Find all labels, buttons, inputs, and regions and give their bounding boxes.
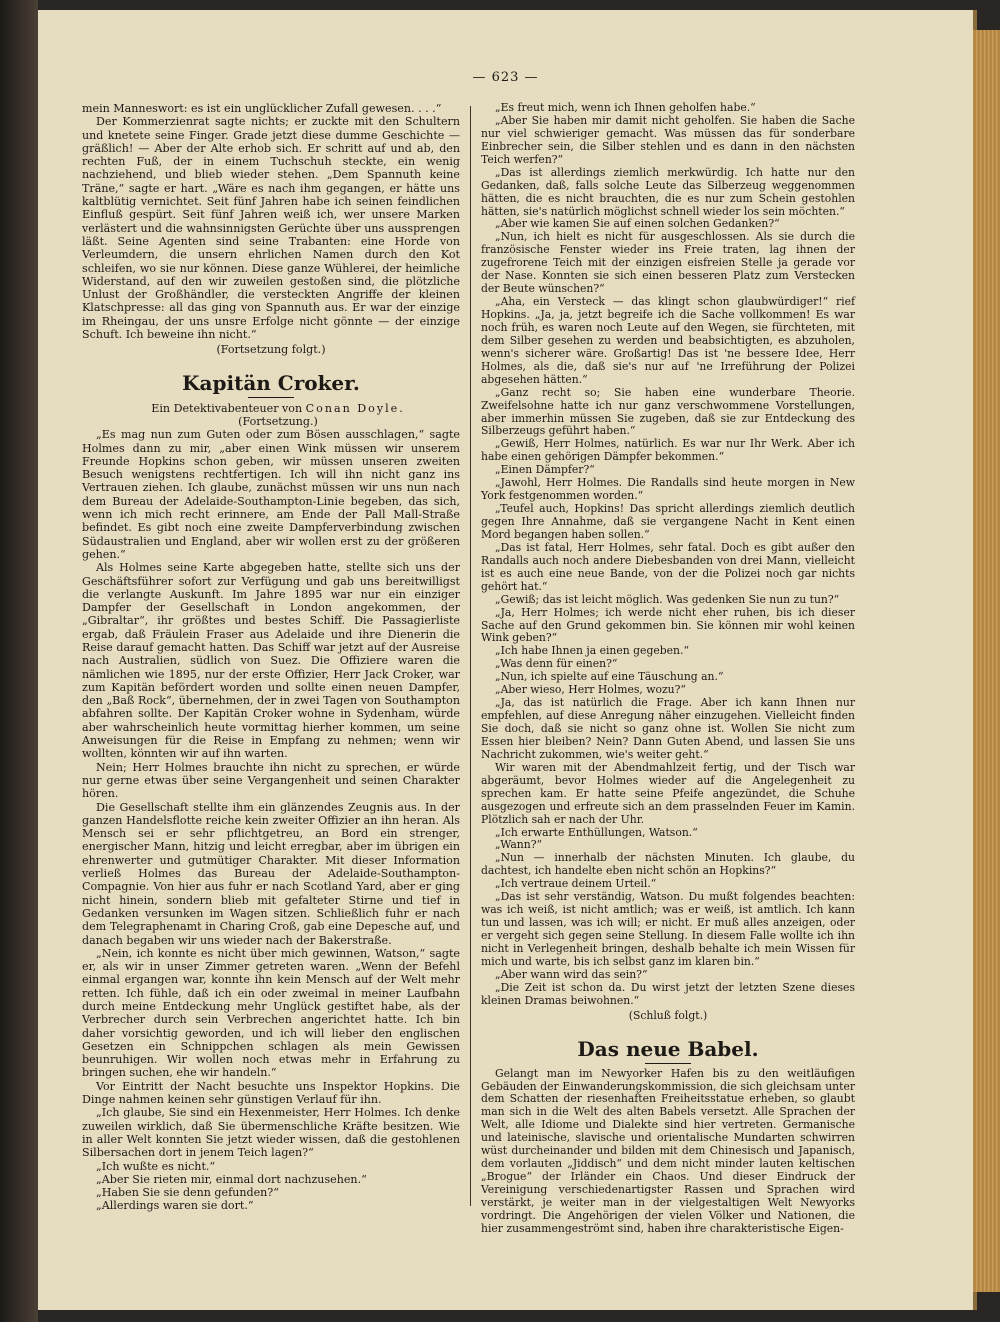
- binding-shadow: [0, 0, 38, 1322]
- story-title: Kapitän Croker.: [182, 370, 360, 395]
- paragraph: „Das ist sehr verständig, Watson. Du mußt folgendes beachten: was ich weiß, ist nicht amtlich; was er weiß, ist amtlich. Ich kann tun und lassen, was ich will; er nicht. Er muß alles anzeigen, oder er vergeht sich gegen seine Stellung. In diesem Falle wollte ich ihn nicht in Verlegenheit bringen, deshalb behalte ich mein Wissen für mich und warte, bis ich selbst ganz im klaren bin.“: [481, 890, 855, 968]
- article-paragraph: Gelangt man im Newyorker Hafen bis zu den weitläufigen Gebäuden der Einwanderungskommission, die sich gleichsam unter dem Schatten der riesenhaften Freiheitsstatue erheben, so glaubt man sich in die Welt des alten Babels versetzt. Alle Sprachen der Welt, alle Idiome und Dialekte sind hier vertreten. Germanische und lateinische, slavische und orientalische Mundarten schwirren wüst durcheinander und bilden mit dem Chinesisch und Japanisch, dem vorlauten „Jiddisch“ und dem nicht minder lauten keltischen „Brogue“ der Irländer ein Chaos. Und dieser Eindruck der Vereinigung verschiedenartigster Rassen und Sprachen wird verstärkt, je weiter man in der vielgestaltigen Welt Newyorks vordringt. Die Angehörigen der vielen Völker und Nationen, die hier zusammengeströmt sind, haben ihre charakteristische Eigen-: [481, 1066, 855, 1235]
- story-author: Conan Doyle.: [305, 401, 405, 415]
- paragraph: „Nun — innerhalb der nächsten Minuten. Ich glaube, du dachtest, ich handelte eben nicht schön an Hopkins?“: [481, 851, 855, 878]
- paragraph: „Einen Dämpfer?“: [495, 463, 595, 477]
- paragraph: Der Kommerzienrat sagte nichts; er zuckte mit den Schultern und knetete seine Finger. Grade jetzt diese dumme Geschichte — gräßlich! — Aber der Alte erhob sich. Er schritt auf und ab, den rechten Fuß, der in einem Tuchschuh steckte, ein wenig nachziehend, und blieb wieder stehen. „Dem Spannuth keine Träne,“ sagte er hart. „Wäre es nach ihm gegangen, er hätte uns kaltblütig vernichtet. Seit fünf Jahren habe ich seinen feindlichen Einfluß gespürt. Seit fünf Jahren weiß ich, wer unsere Marken verlästert und die wahnsinnigsten Gerüchte über uns aussprengen läßt. Seine Agenten sind seine Trabanten: eine Horde von Verleumdern, die unsern ehrlichen Namen durch den Kot schleifen, wo sie nur können. Diese ganze Wühlerei, der heimliche Widerstand, auf den wir zuweilen gestoßen sind, die plötzliche Unlust der Großhändler, die versteckten Angriffe der kleinen Klatschpresse: all das ging von Spannuth aus. Er war der einzige im Rheingau, der uns unsre Erfolge nicht gönnte — der einzige Schuft. Ich beweine ihn nicht.“: [82, 115, 460, 342]
- paragraph: „Jawohl, Herr Holmes. Die Randalls sind heute morgen in New York festgenommen worden.“: [481, 476, 855, 503]
- story-paragraph: „Ich glaube, Sie sind ein Hexenmeister, Herr Holmes. Ich denke zuweilen wirklich, daß Sie übermenschliche Kräfte besitzen. Wie in aller Welt konnten Sie jetzt wieder wissen, daß die gestohlenen Silbersachen dort in jenem Teich lagen?“: [82, 1106, 460, 1160]
- page-number: — 623 —: [472, 70, 539, 85]
- paragraph: mein Manneswort: es ist ein unglücklicher Zufall gewesen. . . .“: [82, 102, 442, 115]
- paragraph: „Aber wie kamen Sie auf einen solchen Gedanken?“: [495, 217, 780, 231]
- page-stack-edges: [973, 30, 1000, 1292]
- paragraph: „Ich erwarte Enthüllungen, Watson.“: [495, 825, 698, 839]
- paragraph: „Das ist fatal, Herr Holmes, sehr fatal. Doch es gibt außer den Randalls auch noch andere Diebesbanden von drei Mann, vielleicht ist es auch eine neue Bande, von der die Polizei noch gar nichts gehört hat.“: [481, 540, 855, 593]
- title-rule: [645, 1063, 691, 1064]
- paragraph: „Gewiß; das ist leicht möglich. Was gedenken Sie nun zu tun?“: [495, 592, 840, 606]
- article-title: Das neue Babel.: [577, 1036, 759, 1061]
- paragraph: „Nun, ich hielt es nicht für ausgeschlossen. Als sie durch die französische Fenster wieder ins Freie traten, lag ihnen der zugefrorene Teich mit der einzigen eisfreien Stelle ja gerade vor der Nase. Konnten sie sich einen besseren Platz zum Verstecken der Beute wünschen?“: [481, 230, 855, 296]
- story-paragraph: „Es mag nun zum Guten oder zum Bösen ausschlagen,“ sagte Holmes dann zu mir, „aber einen Wink müssen wir unserem Freunde Hopkins schon geben, wir müssen unseren zweiten Besuch wenigstens rechtfertigen. Ich will ihn nicht ganz ins Vertrauen ziehen. Ich glaube, zunächst müssen wir uns nun nach dem Bureau der Adelaide-Southampton-Linie begeben, das sich, wenn ich mich recht erinnere, am Ende der Pall Mall-Straße befindet. Es gibt noch eine zweite Dampferverbindung zwischen Südaustralien und England, aber wir wollen erst zu der größeren gehen.“: [82, 428, 460, 561]
- story-paragraph: „Nein, ich konnte es nicht über mich gewinnen, Watson,“ sagte er, als wir in unser Zimmer getreten waren. „Wenn der Befehl einmal ergangen war, konnte ihn kein Mensch auf der Welt mehr retten. Ich fühle, daß ich ein oder zweimal in meiner Laufbahn durch meine Entdeckung mehr Unglück gestiftet habe, als der Verbrecher durch sein Verbrechen angerichtet hatte. Ich bin daher vorsichtig geworden, und ich will lieber den englischen Gesetzen ein Schnippchen schlagen als mein Gewissen beunruhigen. Wir wollen noch etwas mehr in Erfahrung zu bringen suchen, ehe wir handeln.“: [82, 946, 460, 1080]
- story-paragraph: Die Gesellschaft stellte ihm ein glänzendes Zeugnis aus. In der ganzen Handelsflotte reiche kein zweiter Offizier an ihn heran. Als Mensch sei er sehr pflichtgetreu, an Bord ein strenger, energischer Mann, hitzig und leicht erregbar, aber im übrigen ein ehrenwerter und gutmütiger Charakter. Mit dieser Information verließ Holmes das Bureau der Adelaide-Southampton-Compagnie. Von hier aus fuhr er nach Scotland Yard, aber er ging nicht hinein, sondern blieb mit gefalteter Stirne und tief in Gedanken versunken im Wagen sitzen. Schließlich fuhr er nach dem Telegraphenamt in Charing Croß, gab eine Depesche auf, und danach begaben wir uns wieder nach der Bakerstraße.: [82, 800, 460, 947]
- column-divider: [470, 106, 471, 1206]
- paragraph: „Ja, Herr Holmes; ich werde nicht eher ruhen, bis ich dieser Sache auf den Grund gekommen bin. Sie können mir wohl keinen Wink geben?“: [481, 605, 855, 645]
- paragraph: „Aber wieso, Herr Holmes, wozu?“: [495, 683, 686, 697]
- story-paragraph: „Ich wußte es nicht.“: [96, 1159, 216, 1173]
- right-column: [481, 102, 855, 1236]
- paragraph: „Was denn für einen?“: [495, 657, 618, 671]
- story-paragraph: Nein; Herr Holmes brauchte ihn nicht zu sprechen, er würde nur gerne etwas über seine Vergangenheit und seinen Charakter hören.: [82, 760, 460, 801]
- paragraph: „Es freut mich, wenn ich Ihnen geholfen habe.“: [495, 101, 756, 114]
- title-rule: [248, 397, 294, 398]
- paragraph: „Ganz recht so; Sie haben eine wunderbare Theorie. Zweifelsohne hatte ich nur ganz verschwommene Vorstellungen, aber immerhin müssen Sie zugeben, daß sie zur Entdeckung des Silberzeugs geführt haben.“: [481, 385, 855, 438]
- paragraph: Wir waren mit der Abendmahlzeit fertig, und der Tisch war abgeräumt, bevor Holmes wieder auf die Angelegenheit zu sprechen kam. Er hatte seine Pfeife angezündet, die Schuhe ausgezogen und erfreute sich an dem prasselnden Feuer im Kamin. Plötzlich sah er nach der Uhr.: [481, 760, 855, 826]
- paragraph: „Aha, ein Versteck — das klingt schon glaubwürdiger!“ rief Hopkins. „Ja, ja, jetzt begreife ich die Sache vollkommen! Es war noch früh, es waren noch Leute auf den Wegen, sie fürchteten, mit dem Silber gesehen zu werden und beabsichtigten, es abzuholen, wenn's sicherer wäre. Großartig! Das ist 'ne bessere Idee, Herr Holmes, als die, daß sie's nur auf 'ne Irreführung der Polizei abgesehen hätten.“: [481, 295, 855, 386]
- story-paragraph: Vor Eintritt der Nacht besuchte uns Inspektor Hopkins. Die Dinge nahmen keinen sehr günstigen Verlauf für ihn.: [82, 1079, 460, 1107]
- left-column: [82, 102, 460, 1213]
- paragraph: „Ich vertraue deinem Urteil.“: [495, 877, 657, 891]
- paragraph: „Aber Sie haben mir damit nicht geholfen. Sie haben die Sache nur viel schwieriger gemacht. Was müssen das für sonderbare Einbrecher sein, die Silber stehlen und es dann in den nächsten Teich werfen?“: [481, 113, 855, 166]
- paragraph: „Wann?“: [495, 838, 543, 852]
- story-paragraph: „Haben Sie sie denn gefunden?“: [96, 1186, 279, 1200]
- story-continuation: (Fortsetzung.): [238, 414, 318, 428]
- paragraph: „Gewiß, Herr Holmes, natürlich. Es war nur Ihr Werk. Aber ich habe einen gehörigen Dämpfer bekommen.“: [481, 437, 855, 464]
- story-paragraph: „Allerdings waren sie dort.“: [96, 1199, 254, 1213]
- paragraph: „Aber wann wird das sein?“: [495, 967, 648, 981]
- story-paragraph: Als Holmes seine Karte abgegeben hatte, stellte sich uns der Geschäftsführer sofort zur Verfügung und gab uns bereitwilligst die verlangte Auskunft. Im Jahre 1895 war nur ein einziger Dampfer der Gesellschaft in London angekommen, der „Gibraltar“, ihr größtes und bestes Schiff. Die Passagierliste ergab, daß Fräulein Fraser aus Adelaide und ihre Dienerin die Reise darauf gemacht hatten. Das Schiff war jetzt auf der Ausreise nach Australien, südlich von Suez. Die Offiziere waren die nämlichen wie 1895, nur der erste Offizier, Herr Jack Croker, war zum Kapitän befördert worden und sollte einen neuen Dampfer, den „Baß Rock“, übernehmen, der in zwei Tagen von Southampton abfahren sollte. Der Kapitän Croker wohne in Sydenham, würde aber wahrscheinlich heute vormittag hierher kommen, um seine Anweisungen für die Reise in Empfang zu nehmen; wenn wir wollten, könnten wir auf ihn warten.: [82, 561, 460, 761]
- continued-note: (Fortsetzung folgt.): [216, 343, 326, 357]
- paragraph: „Ich habe Ihnen ja einen gegeben.“: [495, 644, 689, 658]
- story-subtitle: [82, 402, 460, 415]
- paragraph: „Das ist allerdings ziemlich merkwürdig. Ich hatte nur den Gedanken, daß, falls solche Leute das Silberzeug weggenommen hätten, die es nicht brauchten, die es nur zum Schein gestohlen hätten, sie's natürlich möglichst schnell wieder los sein möchten.“: [481, 165, 855, 218]
- end-note: (Schluß folgt.): [628, 1008, 708, 1022]
- paragraph: „Teufel auch, Hopkins! Das spricht allerdings ziemlich deutlich gegen Ihre Annahme, daß sie vergangene Nacht in Kent einen Mord begangen haben sollen.“: [481, 502, 855, 541]
- paragraph: „Die Zeit ist schon da. Du wirst jetzt der letzten Szene dieses kleinen Dramas beiwohnen.“: [481, 980, 855, 1007]
- paragraph: „Ja, das ist natürlich die Frage. Aber ich kann Ihnen nur empfehlen, auf diese Anregung näher einzugehen. Vielleicht finden Sie doch, daß sie nicht so ganz ohne ist. Wollen Sie nicht zum Essen hier bleiben? Nein? Dann Guten Abend, und lassen Sie uns Nachricht zukommen, wie's weiter geht.“: [481, 696, 855, 761]
- paragraph: „Nun, ich spielte auf eine Täuschung an.“: [495, 670, 724, 684]
- story-paragraph: „Aber Sie rieten mir, einmal dort nachzusehen.“: [96, 1172, 367, 1186]
- subtitle-prefix: Ein Detektivabenteuer von: [151, 401, 303, 415]
- newspaper-page: [38, 10, 973, 1310]
